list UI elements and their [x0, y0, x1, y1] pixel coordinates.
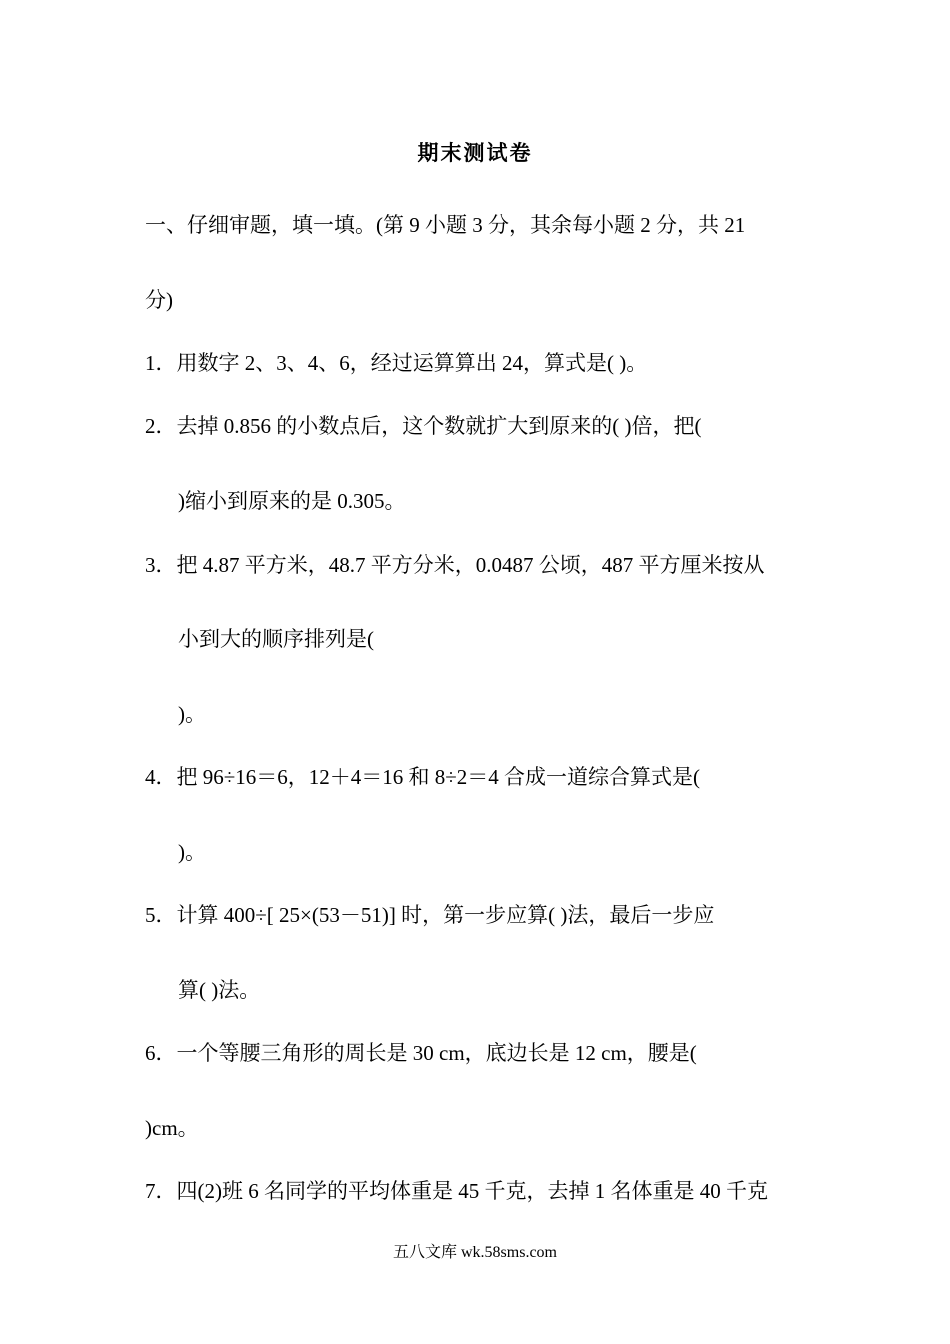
- question-3-line-1: 3．把 4.87 平方米，48.7 平方分米，0.0487 公顷，487 平方厘米按从: [145, 553, 765, 577]
- question-7-line-1: 7．四(2)班 6 名同学的平均体重是 45 千克，去掉 1 名体重是 40 千克: [145, 1179, 768, 1203]
- question-2-line-2: )缩小到原来的是 0.305。: [178, 489, 406, 513]
- question-6-line-1: 6．一个等腰三角形的周长是 30 cm，底边长是 12 cm，腰是(: [145, 1041, 697, 1065]
- question-5-line-1: 5．计算 400÷[ 25×(53－51)] 时，第一步应算( )法，最后一步应: [145, 903, 715, 927]
- question-3-line-3: )。: [178, 702, 206, 726]
- question-4-line-1: 4．把 96÷16＝6，12＋4＝16 和 8÷2＝4 合成一道综合算式是(: [145, 765, 701, 789]
- question-6-line-2: )cm。: [145, 1116, 199, 1140]
- page-title: 期末测试卷: [417, 141, 533, 165]
- question-1-line-1: 1．用数字 2、3、4、6，经过运算算出 24，算式是( )。: [145, 351, 648, 375]
- question-3-line-2: 小到大的顺序排列是(: [178, 627, 374, 651]
- footer-watermark: 五八文库 wk.58sms.com: [392, 1244, 557, 1261]
- question-4-line-2: )。: [178, 840, 206, 864]
- question-2-line-1: 2．去掉 0.856 的小数点后，这个数就扩大到原来的( )倍，把(: [145, 414, 702, 438]
- question-5-line-2: 算( )法。: [178, 978, 261, 1002]
- section-heading-line-2: 分): [145, 288, 173, 312]
- section-heading-line-1: 一、仔细审题，填一填。(第 9 小题 3 分，其余每小题 2 分，共 21: [145, 213, 746, 237]
